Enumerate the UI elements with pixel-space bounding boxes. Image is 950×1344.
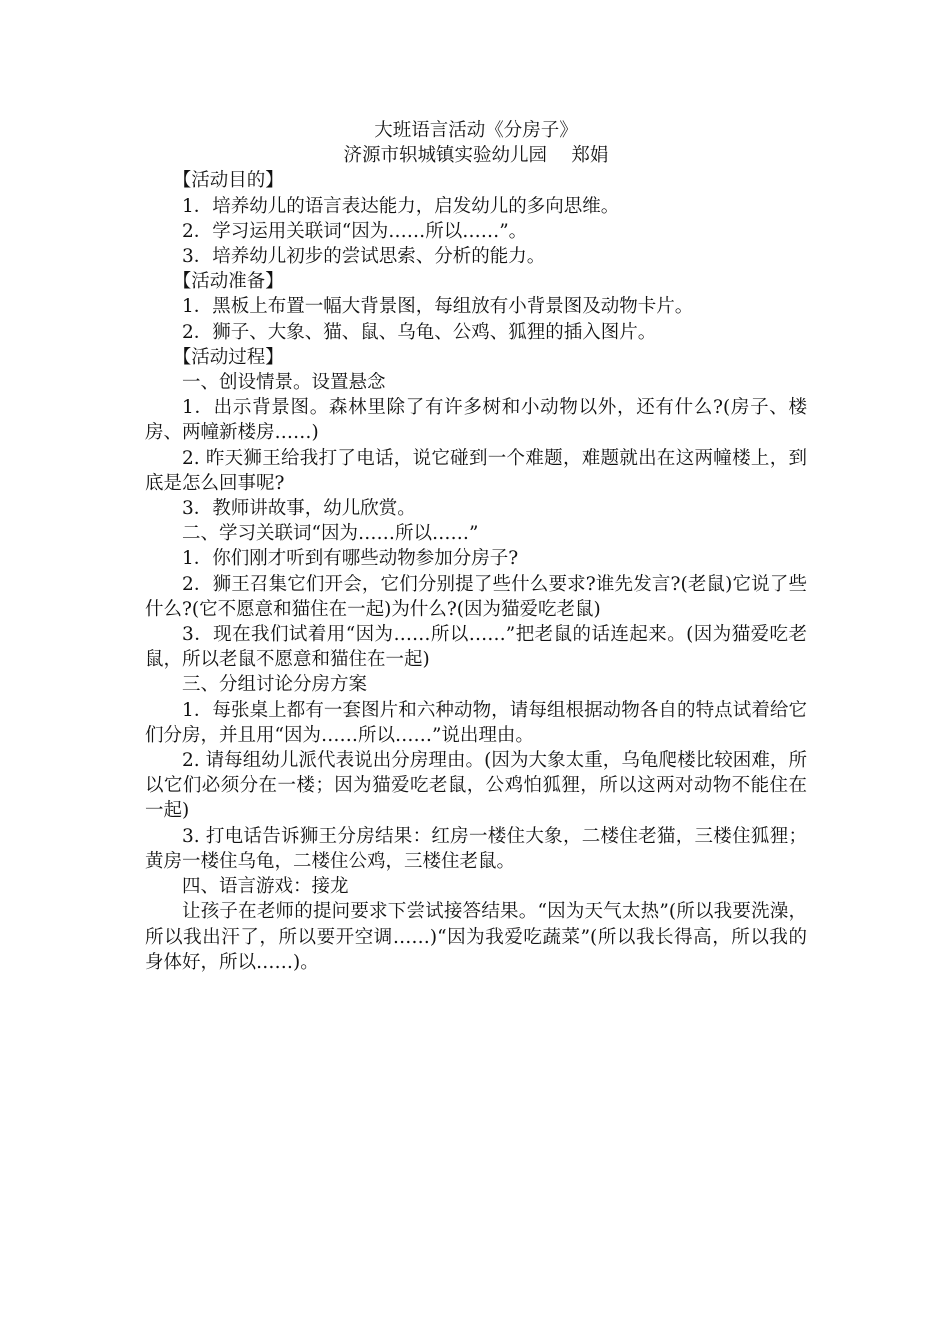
step1-item-1: 1．出示背景图。森林里除了有许多树和小动物以外，还有什么?(房子、楼房、两幢新楼房……) bbox=[145, 397, 807, 444]
step2-item-1: 1．你们刚才听到有哪些动物参加分房子? bbox=[182, 548, 519, 570]
prep-item-1: 1．黑板上布置一幅大背景图，每组放有小背景图及动物卡片。 bbox=[182, 296, 694, 318]
step-heading-4: 四、语言游戏：接龙 bbox=[182, 876, 349, 898]
section-heading-process: 【活动过程】 bbox=[172, 346, 284, 368]
step4-item-1: 让孩子在老师的提问要求下尝试接答结果。“因为天气太热”(所以我要洗澡，所以我出汗了，所以要开空调……)“因为我爱吃蔬菜”(所以我长得高，所以我的身体好，所以……)。 bbox=[145, 901, 807, 973]
step2-item-3: 3．现在我们试着用“因为……所以……”把老鼠的话连起来。(因为猫爱吃老鼠，所以老鼠不愿意和猫住在一起) bbox=[145, 624, 807, 671]
step-heading-2: 二、学习关联词“因为……所以……” bbox=[182, 523, 479, 545]
step3-item-2: 2. 请每组幼儿派代表说出分房理由。(因为大象太重，乌龟爬楼比较困难，所以它们必须分在一楼；因为猫爱吃老鼠，公鸡怕狐狸，所以这两对动物不能住在一起) bbox=[145, 750, 807, 822]
prep-item-2: 2．狮子、大象、猫、鼠、乌龟、公鸡、狐狸的插入图片。 bbox=[182, 321, 657, 343]
goal-item-3: 3．培养幼儿初步的尝试思索、分析的能力。 bbox=[182, 246, 546, 268]
document-title: 大班语言活动《分房子》 bbox=[374, 120, 578, 141]
document-page bbox=[145, 118, 807, 975]
goal-item-1: 1．培养幼儿的语言表达能力，启发幼儿的多向思维。 bbox=[182, 195, 620, 217]
step1-item-2: 2. 昨天狮王给我打了电话，说它碰到一个难题，难题就出在这两幢楼上，到底是怎么回事呢? bbox=[145, 447, 807, 494]
step1-item-3: 3．教师讲故事，幼儿欣赏。 bbox=[182, 498, 416, 520]
step2-item-2: 2．狮王召集它们开会，它们分别提了些什么要求?谁先发言?(老鼠)它说了些什么?(它不愿意和猫住在一起)为什么?(因为猫爱吃老鼠) bbox=[145, 573, 807, 620]
step-heading-1: 一、创设情景。设置悬念 bbox=[182, 372, 386, 394]
section-heading-goals: 【活动目的】 bbox=[172, 170, 284, 192]
section-heading-preparation: 【活动准备】 bbox=[172, 271, 284, 293]
document-author: 济源市轵城镇实验幼儿园 郑娟 bbox=[343, 145, 609, 167]
goal-item-2: 2．学习运用关联词“因为……所以……”。 bbox=[182, 220, 528, 242]
step-heading-3: 三、分组讨论分房方案 bbox=[182, 674, 368, 696]
step3-item-1: 1．每张桌上都有一套图片和六种动物，请每组根据动物各自的特点试着给它们分房，并且用“因为……所以……”说出理由。 bbox=[145, 699, 807, 746]
step3-item-3: 3. 打电话告诉狮王分房结果：红房一楼住大象，二楼住老猫，三楼住狐狸；黄房一楼住乌龟，二楼住公鸡，三楼住老鼠。 bbox=[145, 825, 807, 872]
